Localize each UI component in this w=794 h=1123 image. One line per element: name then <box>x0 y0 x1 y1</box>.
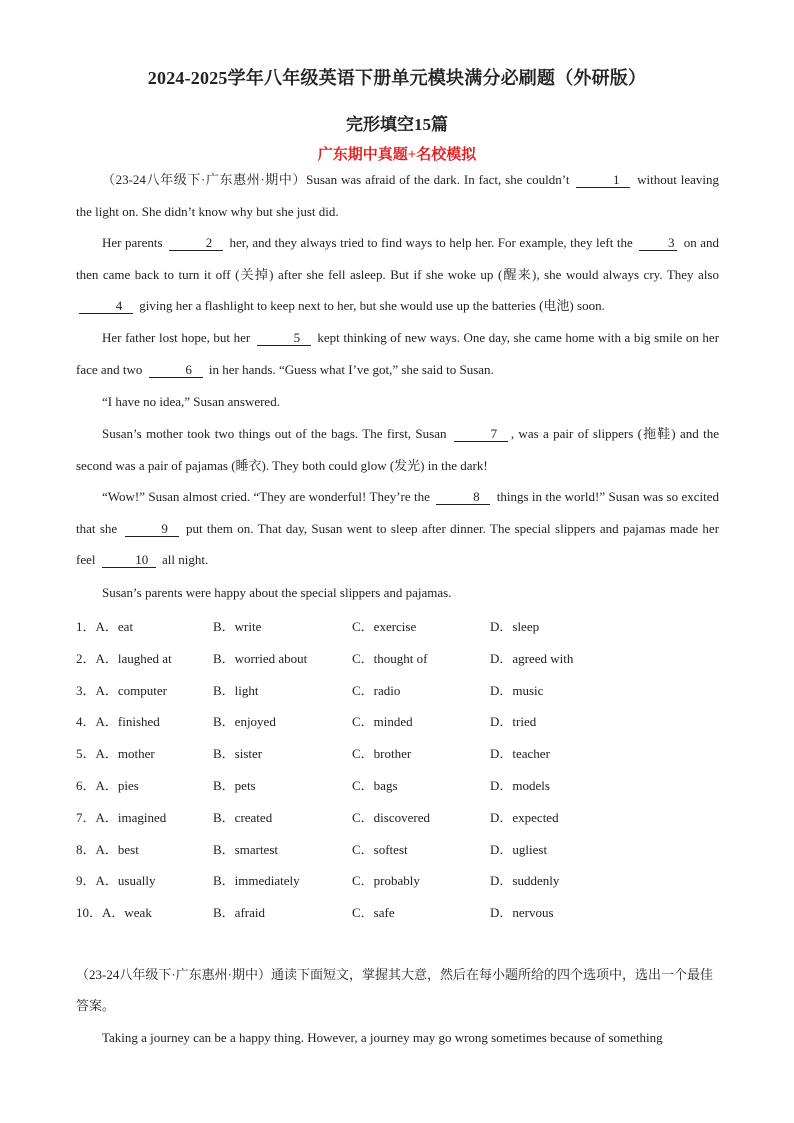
text-segment: Susan’s mother took two things out of the bags. The first, Susan <box>102 426 447 441</box>
option-a <box>76 648 172 667</box>
blank-9: 9 <box>125 522 179 537</box>
option-d: D．suddenly <box>490 873 560 889</box>
option-a <box>76 680 167 699</box>
text-segment: in her hands. “Guess what I’ve got,” she said to Susan. <box>208 361 494 377</box>
text-segment: on and then came back to turn it off (关掉) after she fell asleep. But if she woke up (醒来), she would always cry. They also <box>76 235 720 282</box>
option-b: B．immediately <box>213 873 300 889</box>
blank-8: 8 <box>436 490 490 505</box>
option-text: A．weak <box>102 905 152 921</box>
question-row <box>76 801 719 833</box>
passage1-paragraph-4: “I have no idea,” Susan answered. <box>102 394 280 409</box>
option-c: C．brother <box>352 746 412 762</box>
option-d: D．agreed with <box>490 650 574 666</box>
text-segment: kept thinking of new ways. One day, she came home with a big smile on her face and two <box>76 330 720 377</box>
text-segment: without leaving the light on. She didn’t know why but she just did. <box>76 172 720 219</box>
passage-source: （23-24八年级下·广东惠州·期中） <box>102 172 307 187</box>
passage1-paragraph-1 <box>76 164 719 227</box>
option-a <box>76 807 166 826</box>
question-number: 5． <box>76 746 96 762</box>
passage1-paragraph-2 <box>76 227 719 322</box>
blank-1: 1 <box>576 173 630 188</box>
text-segment: Her parents <box>102 235 163 250</box>
question-number: 9． <box>76 873 96 889</box>
question-number: 10． <box>76 905 103 921</box>
option-text: A．usually <box>95 873 156 889</box>
text-segment: giving her a flashlight to keep next to her, but she would use up the batteries (电池) soon. <box>139 298 605 314</box>
option-b: B．write <box>213 619 262 634</box>
passage1-paragraph-7: Susan’s parents were happy about the special slippers and pajamas. <box>102 585 452 600</box>
passage1-paragraph-6 <box>76 481 719 576</box>
option-b: B．worried about <box>213 650 308 666</box>
passage1-paragraph-5 <box>76 418 719 481</box>
option-a <box>76 902 152 921</box>
question-row <box>76 737 719 769</box>
option-text: A．eat <box>95 619 134 634</box>
option-a <box>76 711 160 730</box>
text-segment: Susan was afraid of the dark. In fact, she couldn’t <box>306 172 570 187</box>
option-b: B．light <box>213 682 259 698</box>
text-segment: her, and they always tried to find ways to help her. For example, they left the <box>229 235 633 250</box>
blank-6: 6 <box>149 363 203 378</box>
option-a <box>76 616 133 635</box>
text-segment: put them on. That day, Susan went to sleep after dinner. The special slippers and pajamas made her feel <box>76 520 720 568</box>
option-c: C．exercise <box>352 619 417 634</box>
text-segment: , was a pair of slippers (拖鞋) and the second was a pair of pajamas (睡衣). They both could glow (发光) in the dark! <box>76 426 719 473</box>
option-b: B．smartest <box>213 841 278 857</box>
option-text: A．pies <box>95 777 139 793</box>
option-a <box>76 870 155 889</box>
option-c: C．minded <box>352 714 413 730</box>
option-text: A．laughed at <box>95 650 172 666</box>
passage1-paragraph-3 <box>76 322 719 385</box>
page-title: 2024-2025学年八年级英语下册单元模块满分必刷题（外研版） <box>147 68 647 88</box>
option-c: C．thought of <box>352 650 428 666</box>
option-d: D．sleep <box>490 619 540 634</box>
blank-4: 4 <box>79 299 133 314</box>
option-a <box>76 743 155 762</box>
question-row <box>76 896 719 928</box>
question-row <box>76 642 719 674</box>
option-d: D．teacher <box>490 746 550 762</box>
option-b: B．enjoyed <box>213 714 276 730</box>
option-d: D．models <box>490 777 550 793</box>
passage2-paragraph-1: Taking a journey can be a happy thing. However, a journey may go wrong sometimes because of something <box>102 1030 663 1045</box>
question-row <box>76 833 719 865</box>
option-c: C．probably <box>352 873 420 889</box>
blank-3: 3 <box>639 236 677 251</box>
option-d: D．music <box>490 682 544 698</box>
option-b: B．afraid <box>213 905 265 921</box>
question-number: 4． <box>76 714 96 730</box>
question-row <box>76 769 719 801</box>
blank-10: 10 <box>102 553 156 568</box>
option-b: B．pets <box>213 777 256 793</box>
option-a <box>76 775 139 794</box>
question-number: 7． <box>76 809 96 825</box>
option-d: D．nervous <box>490 905 554 921</box>
question-row <box>76 674 719 706</box>
option-text: A．best <box>95 841 139 857</box>
option-d: D．tried <box>490 714 537 730</box>
section-tag: 广东期中真题+名校模拟 <box>317 147 477 163</box>
text-segment: things in the world!” Susan was so excited that she <box>76 489 720 536</box>
page-subtitle: 完形填空15篇 <box>346 115 448 134</box>
option-d: D．expected <box>490 809 559 825</box>
option-text: A．mother <box>95 746 155 762</box>
question-number: 8． <box>76 841 96 857</box>
text-segment: Her father lost hope, but her <box>102 330 251 345</box>
passage2-intro: （23-24八年级下·广东惠州·期中）通读下面短文，掌握其大意，然后在每小题所给的四个选项中，选出一个最佳答案。 <box>76 967 713 1013</box>
question-options <box>76 610 719 928</box>
question-row <box>76 610 719 642</box>
blank-2: 2 <box>169 236 223 251</box>
question-number: 2． <box>76 650 96 666</box>
text-segment: “Wow!” Susan almost cried. “They are wonderful! They’re the <box>102 489 430 504</box>
option-text: A．computer <box>95 682 167 698</box>
text-segment: all night. <box>161 552 209 568</box>
option-c: C．bags <box>352 777 398 793</box>
question-row <box>76 705 719 737</box>
blank-7: 7 <box>454 427 508 442</box>
option-text: A．finished <box>95 714 160 730</box>
option-d: D．ugliest <box>490 841 548 857</box>
option-text: A．imagined <box>95 809 167 825</box>
option-b: B．created <box>213 809 273 825</box>
question-number: 6． <box>76 777 96 793</box>
option-c: C．softest <box>352 841 408 857</box>
option-b: B．sister <box>213 746 263 762</box>
option-c: C．safe <box>352 905 395 921</box>
question-row <box>76 864 719 896</box>
option-c: C．radio <box>352 682 401 698</box>
option-a <box>76 839 139 858</box>
question-number: 3． <box>76 682 96 698</box>
question-number: 1． <box>76 619 96 634</box>
option-c: C．discovered <box>352 809 430 825</box>
blank-5: 5 <box>257 331 311 346</box>
